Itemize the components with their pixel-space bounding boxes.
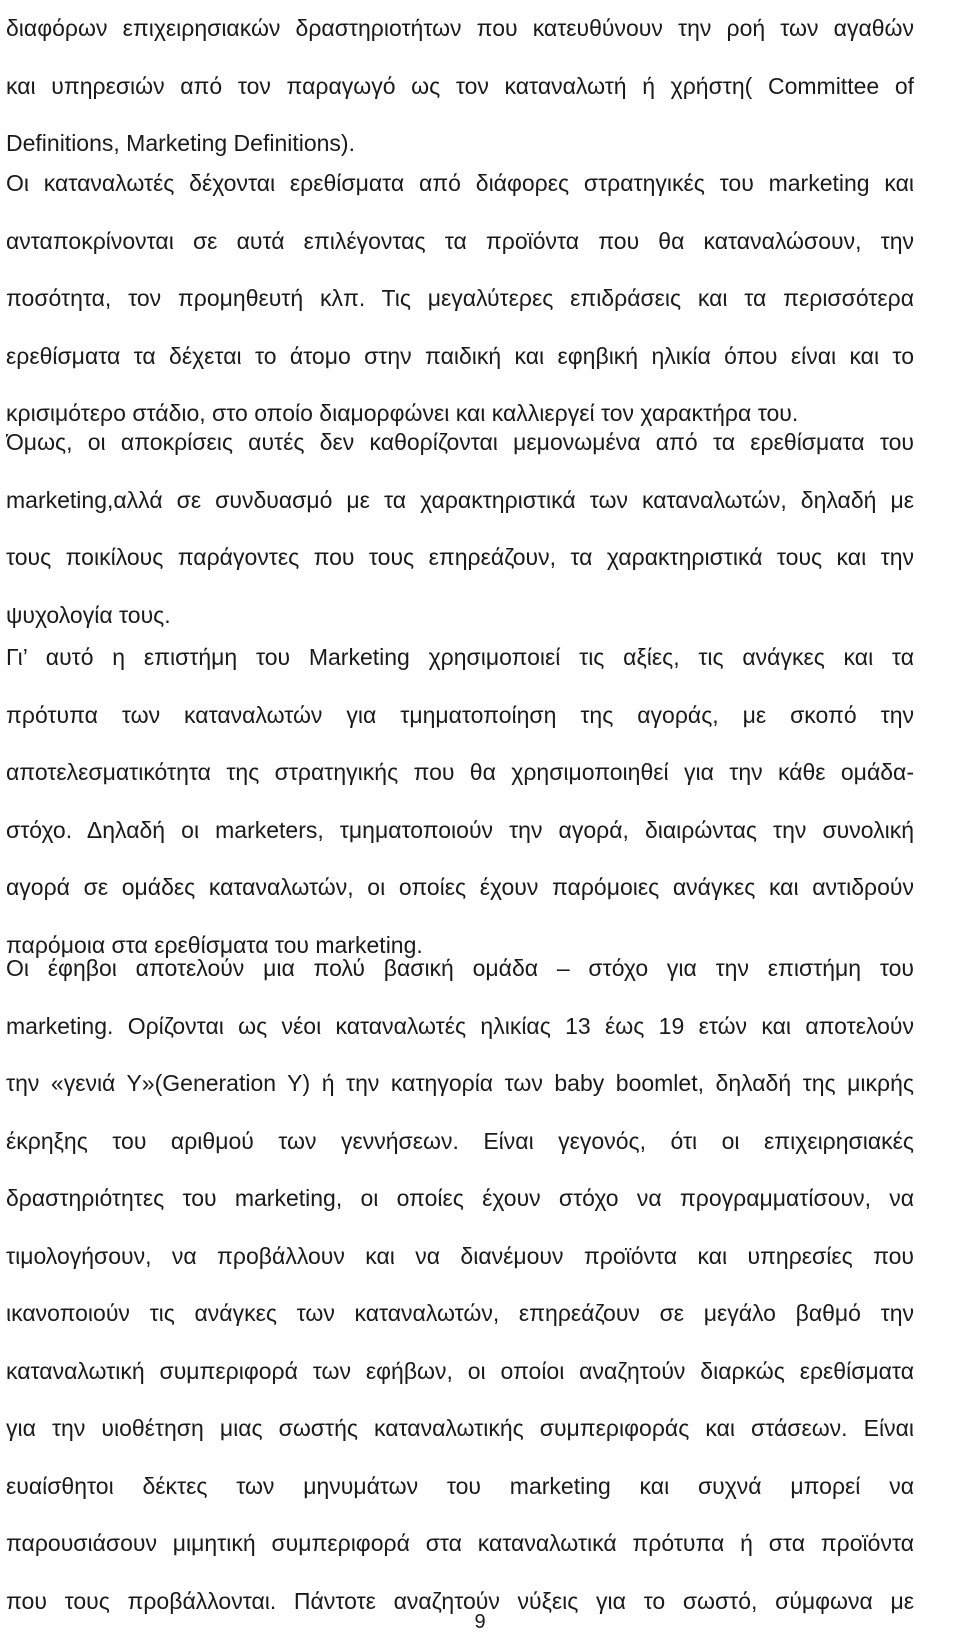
- text-line: ανταποκρίνονται σε αυτά επιλέγοντας τα προϊόντα που θα καταναλώσουν, την: [6, 227, 914, 254]
- paragraph: [6, 155, 914, 443]
- text-line: ψυχολογία τους.: [6, 601, 171, 628]
- text-line: ευαίσθητοι δέκτες των μηνυμάτων του marketing και συχνά μπορεί να: [6, 1472, 914, 1499]
- text-line: αποτελεσματικότητα της στρατηγικής που θα χρησιμοποιηθεί για την κάθε ομάδα-: [6, 759, 914, 785]
- text-line: και υπηρεσιών από τον παραγωγό ως τον καταναλωτή ή χρήστη( Committee of: [6, 72, 914, 99]
- paragraph: [6, 0, 914, 173]
- text-line: έκρηξης του αριθμού των γεννήσεων. Είναι γεγονός, ότι οι επιχειρησιακές: [6, 1127, 914, 1154]
- text-line: Γι’ αυτό η επιστήμη του Marketing χρησιμοποιεί τις αξίες, τις ανάγκες και τα: [6, 644, 914, 670]
- text-line: αγορά σε ομάδες καταναλωτών, οι οποίες έχουν παρόμοιες ανάγκες και αντιδρούν: [6, 874, 914, 900]
- text-line: Definitions, Marketing Definitions).: [6, 130, 355, 156]
- text-line: ικανοποιούν τις ανάγκες των καταναλωτών, επηρεάζουν σε μεγάλο βαθμό την: [6, 1300, 914, 1326]
- text-line: πρότυπα των καταναλωτών για τμηματοποίηση της αγοράς, με σκοπό την: [6, 701, 914, 728]
- text-line: τιμολογήσουν, να προβάλλουν και να διανέμουν προϊόντα και υπηρεσίες που: [6, 1242, 914, 1269]
- page-number: 9: [474, 1611, 486, 1633]
- text-line: διαφόρων επιχειρησιακών δραστηριοτήτων που κατευθύνουν την ροή των αγαθών: [6, 15, 914, 41]
- text-line: κρισιμότερο στάδιο, στο οποίο διαμορφώνει και καλλιεργεί τον χαρακτήρα του.: [6, 400, 799, 426]
- text-line: τους ποικίλους παράγοντες που τους επηρεάζουν, τα χαρακτηριστικά τους και την: [6, 544, 914, 570]
- text-line: marketing. Ορίζονται ως νέοι καταναλωτές ηλικίας 13 έως 19 ετών και αποτελούν: [6, 1012, 914, 1039]
- text-line: την «γενιά Υ»(Generation Y) ή την κατηγορία των baby boomlet, δηλαδή της μικρής: [6, 1070, 914, 1096]
- text-line: Οι έφηβοι αποτελούν μια πολύ βασική ομάδα – στόχο για την επιστήμη του: [6, 955, 914, 981]
- text-line: δραστηριότητες του marketing, οι οποίες έχουν στόχο να προγραμματίσουν, να: [6, 1185, 914, 1211]
- text-line: marketing,αλλά σε συνδυασμό με τα χαρακτηριστικά των καταναλωτών, δηλαδή με: [6, 486, 914, 513]
- paragraph: [6, 414, 914, 644]
- paragraph: [6, 940, 914, 1630]
- text-line: που τους προβάλλονται. Πάντοτε αναζητούν νύξεις για το σωστό, σύμφωνα με: [6, 1587, 914, 1614]
- text-line: για την υιοθέτηση μιας σωστής καταναλωτικής συμπεριφοράς και στάσεων. Είναι: [6, 1415, 914, 1441]
- text-line: στόχο. Δηλαδή οι marketers, τμηματοποιούν την αγορά, διαιρώντας την συνολική: [6, 816, 914, 843]
- text-line: ερεθίσματα τα δέχεται το άτομο στην παιδική και εφηβική ηλικία όπου είναι και το: [6, 342, 914, 369]
- text-line: ποσότητα, τον προμηθευτή κλπ. Τις μεγαλύτερες επιδράσεις και τα περισσότερα: [6, 285, 914, 311]
- text-line: παρουσιάσουν μιμητική συμπεριφορά στα καταναλωτικά πρότυπα ή στα προϊόντα: [6, 1530, 914, 1556]
- paragraph: [6, 629, 914, 974]
- text-line: Οι καταναλωτές δέχονται ερεθίσματα από διάφορες στρατηγικές του marketing και: [6, 170, 914, 196]
- text-line: καταναλωτική συμπεριφορά των εφήβων, οι οποίοι αναζητούν διαρκώς ερεθίσματα: [6, 1357, 914, 1384]
- text-line: παρόμοια στα ερεθίσματα του marketing.: [6, 931, 423, 958]
- text-line: Όμως, οι αποκρίσεις αυτές δεν καθορίζονται μεμονωμένα από τα ερεθίσματα του: [6, 429, 914, 455]
